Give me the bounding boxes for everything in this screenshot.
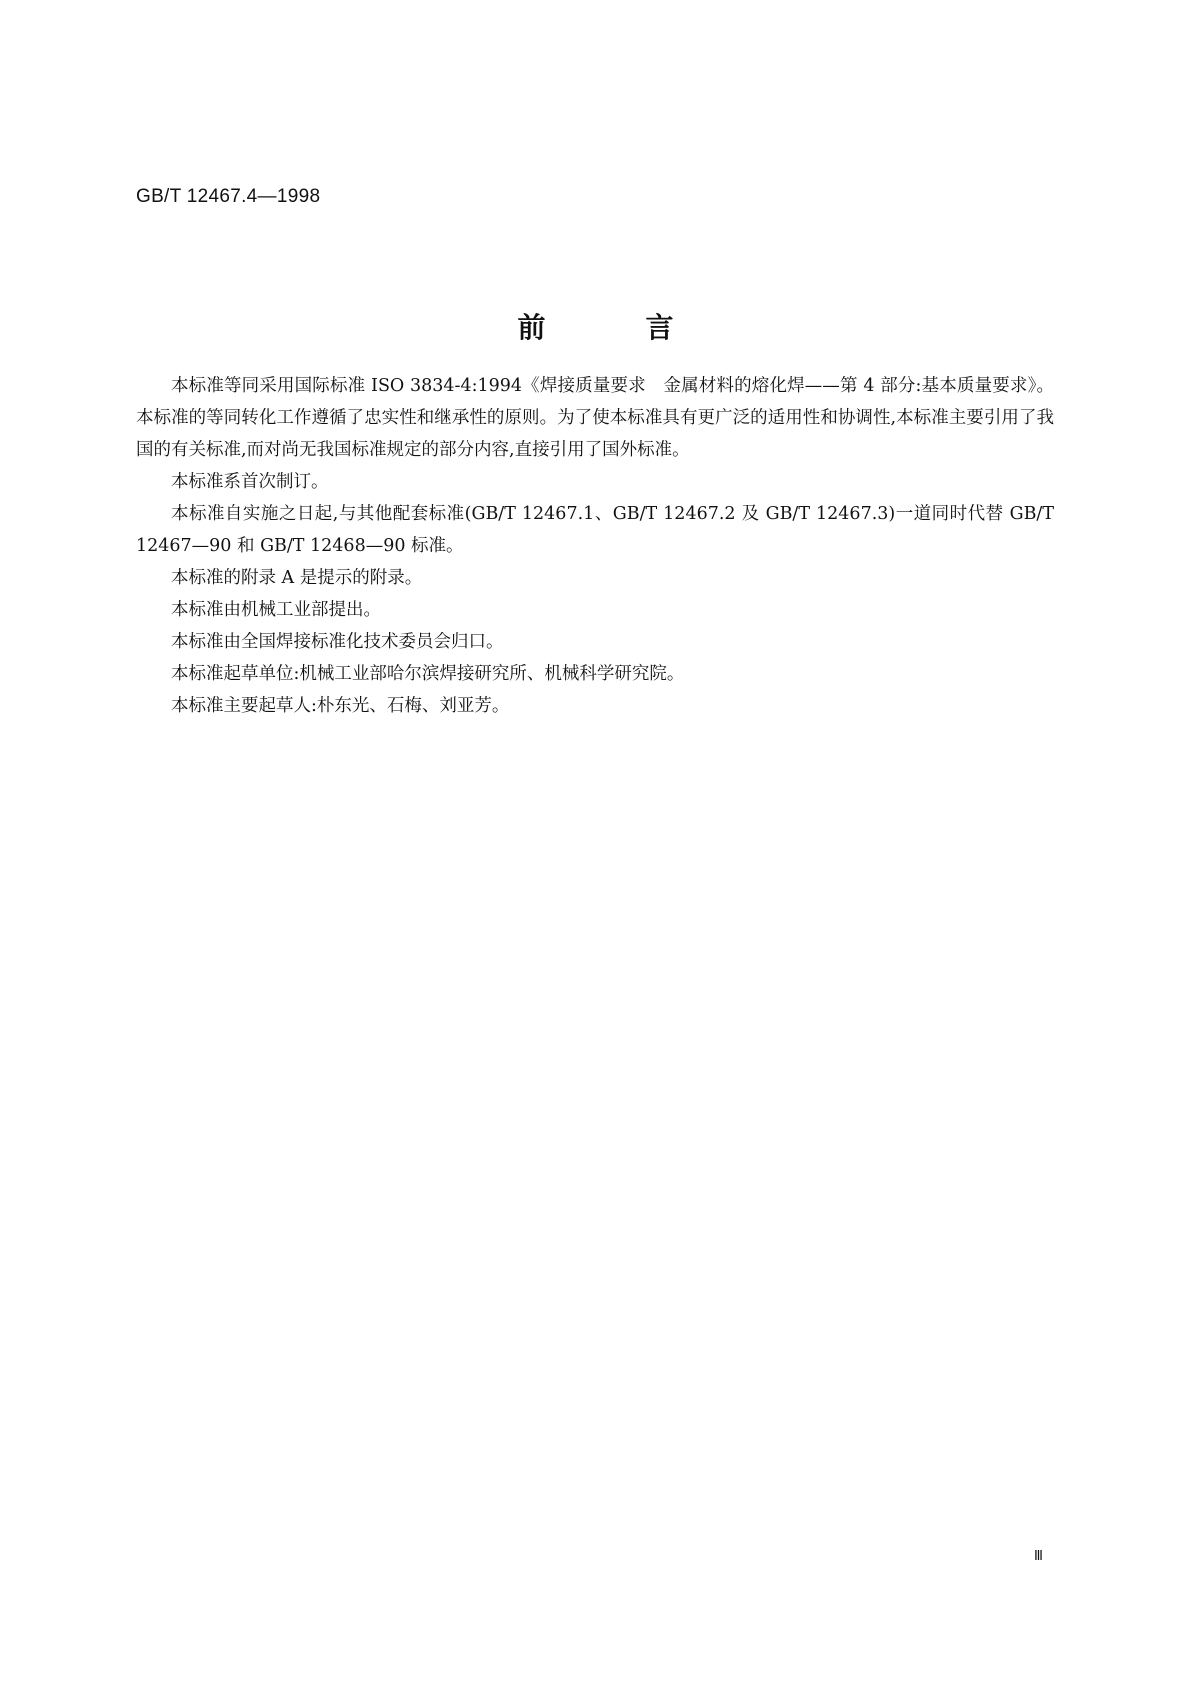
standard-number: GB/T 12467.4—1998 bbox=[136, 186, 321, 207]
paragraph-first-edition: 本标准系首次制订。 bbox=[171, 472, 329, 492]
foreword-body bbox=[136, 370, 1054, 722]
paragraph-replacement: 本标准自实施之日起,与其他配套标准(GB/T 12467.1、GB/T 12467.2 及 GB/T 12467.3)一道同时代替 GB/T 12467—90 和 GB/T 12468—90 标准。 bbox=[136, 504, 1054, 556]
paragraph-committee: 本标准由全国焊接标准化技术委员会归口。 bbox=[171, 632, 504, 652]
paragraph-drafting-units: 本标准起草单位:机械工业部哈尔滨焊接研究所、机械科学研究院。 bbox=[171, 664, 685, 684]
paragraph-proposer: 本标准由机械工业部提出。 bbox=[171, 600, 381, 620]
paragraph-annex: 本标准的附录 A 是提示的附录。 bbox=[171, 568, 423, 588]
page-number: Ⅲ bbox=[1034, 1548, 1043, 1563]
paragraph-drafters: 本标准主要起草人:朴东光、石梅、刘亚芳。 bbox=[171, 696, 510, 716]
paragraph-adoption: 本标准等同采用国际标准 ISO 3834-4:1994《焊接质量要求 金属材料的熔化焊——第 4 部分:基本质量要求》。本标准的等同转化工作遵循了忠实性和继承性的原则。为了使本标准具有更广泛的适用性和协调性,本标准主要引用了我国的有关标准,而对尚无我国标准规定的部分内容,直接引用了国外标准。 bbox=[136, 376, 1054, 460]
page-title: 前言 bbox=[517, 311, 774, 344]
